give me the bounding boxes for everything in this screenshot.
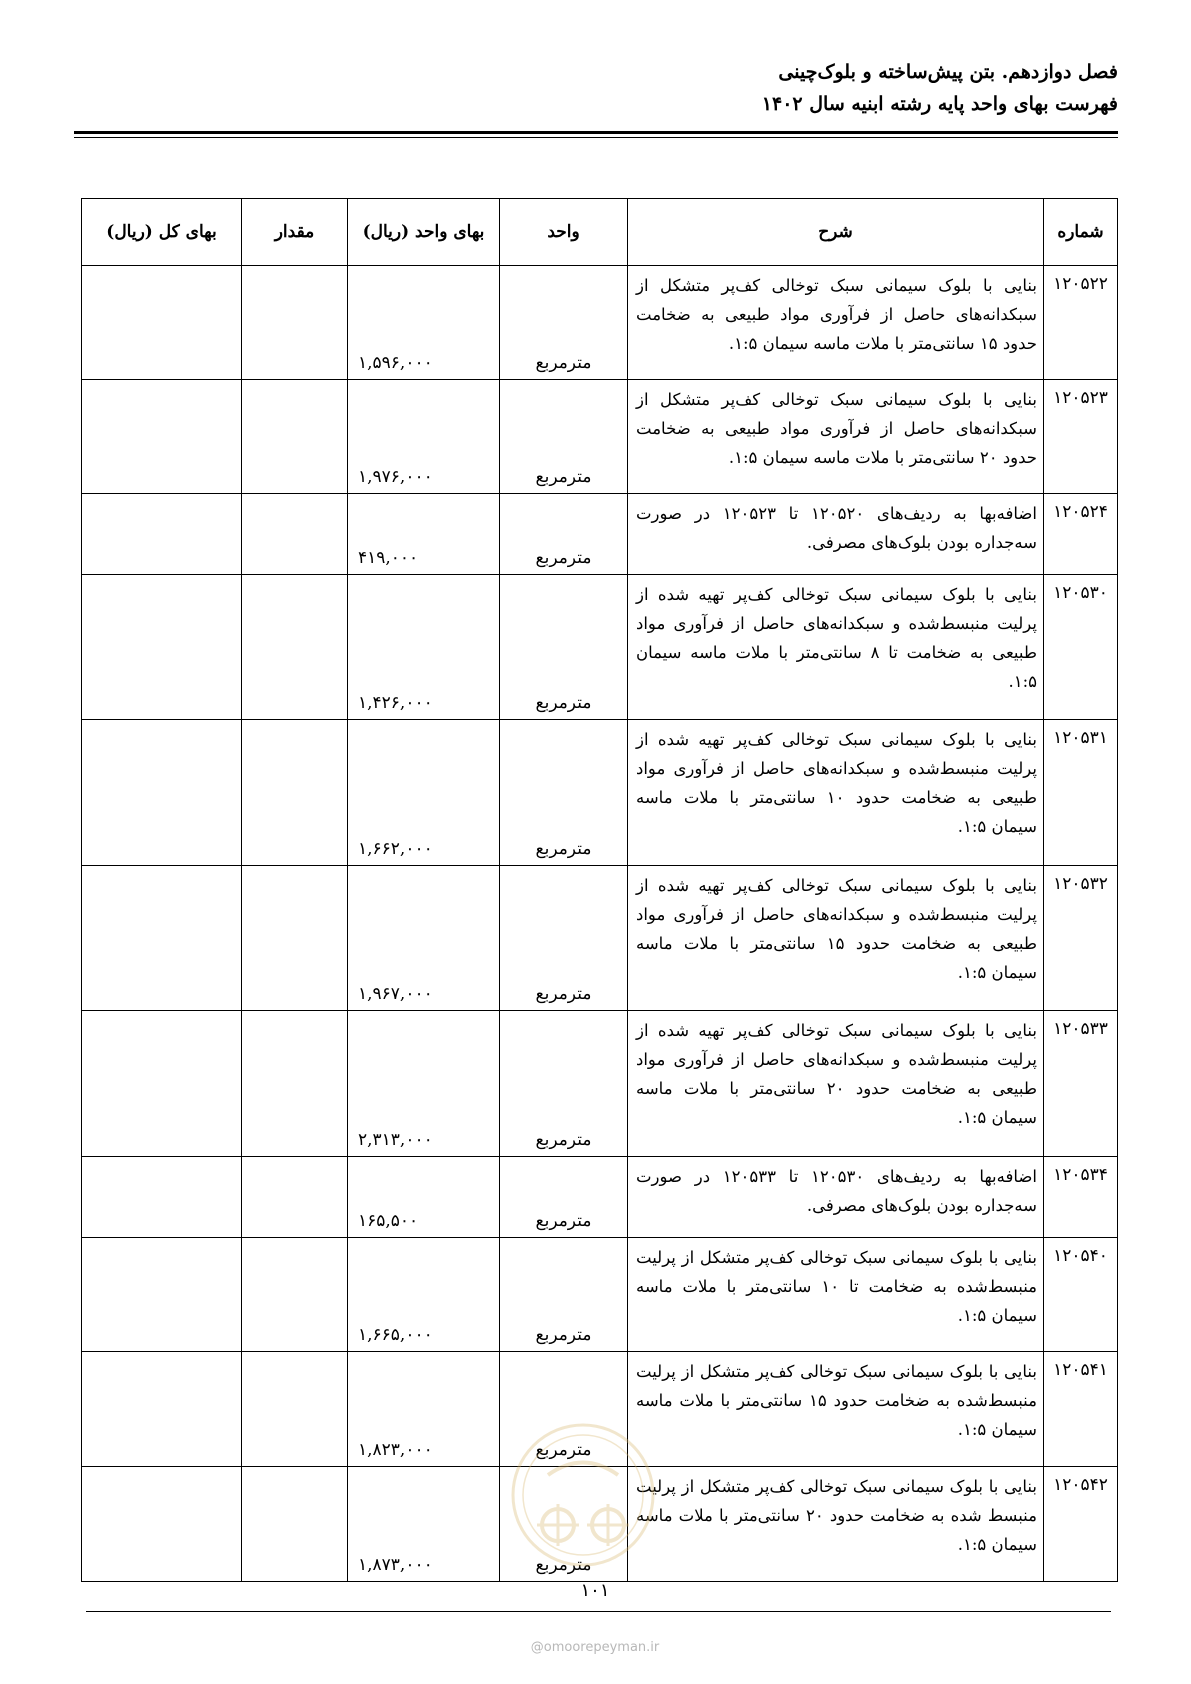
gear-seal-watermark-icon bbox=[508, 1420, 658, 1570]
item-unit-price: ۱,۶۶۲,۰۰۰ bbox=[348, 720, 500, 866]
item-description: بنایی با بلوک سیمانی سبک توخالی کف‌پر متشکل از سبکدانه‌های حاصل از فرآوری مواد طبیعی به ضخامت حدود ۱۵ سانتی‌متر با ملات ماسه سیمان ۱:۵. bbox=[628, 266, 1044, 380]
item-unit: مترمربع bbox=[500, 866, 628, 1011]
page-number: ۱۰۱ bbox=[580, 1580, 610, 1601]
footer-rule bbox=[86, 1611, 1111, 1612]
header-total: بهای کل (ریال) bbox=[82, 199, 242, 266]
item-total bbox=[82, 1011, 242, 1157]
item-unit-price: ۱,۹۷۶,۰۰۰ bbox=[348, 380, 500, 494]
header-code: شماره bbox=[1044, 199, 1118, 266]
table-row bbox=[82, 494, 1118, 575]
item-description: بنایی با بلوک سیمانی سبک توخالی کف‌پر تهیه شده از پرلیت منبسط‌شده و سبکدانه‌های حاصل از فرآوری مواد طبیعی به ضخامت حدود ۱۰ سانتی‌متر با ملات ماسه سیمان ۱:۵. bbox=[628, 720, 1044, 866]
chapter-title: فصل دوازدهم. بتن پیش‌ساخته و بلوک‌چینی bbox=[778, 61, 1118, 83]
item-total bbox=[82, 1157, 242, 1238]
item-unit: مترمربع bbox=[500, 266, 628, 380]
item-code: ۱۲۰۵۴۲ bbox=[1044, 1467, 1118, 1582]
header-unit-price: بهای واحد (ریال) bbox=[348, 199, 500, 266]
item-code: ۱۲۰۵۳۱ bbox=[1044, 720, 1118, 866]
table-header-row bbox=[82, 199, 1118, 266]
item-code: ۱۲۰۵۳۰ bbox=[1044, 575, 1118, 720]
header-rule-thin bbox=[74, 137, 1118, 138]
item-description: بنایی با بلوک سیمانی سبک توخالی کف‌پر متشکل از پرلیت منبسط‌شده به ضخامت تا ۱۰ سانتی‌متر با ملات ماسه سیمان ۱:۵. bbox=[628, 1238, 1044, 1352]
item-unit: مترمربع bbox=[500, 1352, 628, 1467]
item-description: بنایی با بلوک سیمانی سبک توخالی کف‌پر متشکل از سبکدانه‌های حاصل از فرآوری مواد طبیعی به ضخامت حدود ۲۰ سانتی‌متر با ملات ماسه سیمان ۱:۵. bbox=[628, 380, 1044, 494]
document-title: فهرست بهای واحد پایه رشته ابنیه سال ۱۴۰۲ bbox=[761, 93, 1118, 115]
item-quantity bbox=[242, 720, 348, 866]
item-quantity bbox=[242, 1157, 348, 1238]
item-description: بنایی با بلوک سیمانی سبک توخالی کف‌پر تهیه شده از پرلیت منبسط‌شده و سبکدانه‌های حاصل از فرآوری مواد طبیعی به ضخامت تا ۸ سانتی‌متر با ملات ماسه سیمان ۱:۵. bbox=[628, 575, 1044, 720]
item-total bbox=[82, 266, 242, 380]
table-row bbox=[82, 720, 1118, 866]
table-row bbox=[82, 380, 1118, 494]
item-total bbox=[82, 1352, 242, 1467]
header-description: شرح bbox=[628, 199, 1044, 266]
item-unit-price: ۱,۹۶۷,۰۰۰ bbox=[348, 866, 500, 1011]
item-description: اضافه‌بها به ردیف‌های ۱۲۰۵۳۰ تا ۱۲۰۵۳۳ در صورت سه‌جداره بودن بلوک‌های مصرفی. bbox=[628, 1157, 1044, 1238]
item-unit: مترمربع bbox=[500, 1467, 628, 1582]
item-quantity bbox=[242, 866, 348, 1011]
item-unit-price: ۱,۸۷۳,۰۰۰ bbox=[348, 1467, 500, 1582]
item-unit-price: ۱,۴۲۶,۰۰۰ bbox=[348, 575, 500, 720]
item-total bbox=[82, 1238, 242, 1352]
item-unit: مترمربع bbox=[500, 720, 628, 866]
item-code: ۱۲۰۵۲۲ bbox=[1044, 266, 1118, 380]
item-unit-price: ۱۶۵,۵۰۰ bbox=[348, 1157, 500, 1238]
header-unit: واحد bbox=[500, 199, 628, 266]
table-row bbox=[82, 575, 1118, 720]
item-quantity bbox=[242, 266, 348, 380]
item-total bbox=[82, 494, 242, 575]
item-unit: مترمربع bbox=[500, 380, 628, 494]
item-unit-price: ۲,۳۱۳,۰۰۰ bbox=[348, 1011, 500, 1157]
price-table bbox=[81, 198, 1118, 1582]
item-code: ۱۲۰۵۲۴ bbox=[1044, 494, 1118, 575]
item-code: ۱۲۰۵۳۲ bbox=[1044, 866, 1118, 1011]
item-quantity bbox=[242, 494, 348, 575]
item-unit: مترمربع bbox=[500, 1238, 628, 1352]
item-description: بنایی با بلوک سیمانی سبک توخالی کف‌پر متشکل از پرلیت منبسط‌شده به ضخامت حدود ۱۵ سانتی‌متر با ملات ماسه سیمان ۱:۵. bbox=[628, 1352, 1044, 1467]
header-quantity: مقدار bbox=[242, 199, 348, 266]
item-quantity bbox=[242, 1011, 348, 1157]
table-row bbox=[82, 266, 1118, 380]
item-quantity bbox=[242, 1238, 348, 1352]
item-unit-price: ۱,۶۶۵,۰۰۰ bbox=[348, 1238, 500, 1352]
item-total bbox=[82, 380, 242, 494]
item-unit: مترمربع bbox=[500, 575, 628, 720]
item-code: ۱۲۰۵۴۰ bbox=[1044, 1238, 1118, 1352]
item-code: ۱۲۰۵۳۴ bbox=[1044, 1157, 1118, 1238]
item-total bbox=[82, 575, 242, 720]
item-unit: مترمربع bbox=[500, 1011, 628, 1157]
item-total bbox=[82, 866, 242, 1011]
item-quantity bbox=[242, 380, 348, 494]
item-quantity bbox=[242, 575, 348, 720]
table-row bbox=[82, 1157, 1118, 1238]
item-unit-price: ۴۱۹,۰۰۰ bbox=[348, 494, 500, 575]
item-unit: مترمربع bbox=[500, 1157, 628, 1238]
item-unit-price: ۱,۸۲۳,۰۰۰ bbox=[348, 1352, 500, 1467]
item-unit-price: ۱,۵۹۶,۰۰۰ bbox=[348, 266, 500, 380]
table-row bbox=[82, 1011, 1118, 1157]
header-rule-thick bbox=[74, 131, 1118, 134]
item-total bbox=[82, 720, 242, 866]
item-description: بنایی با بلوک سیمانی سبک توخالی کف‌پر تهیه شده از پرلیت منبسط‌شده و سبکدانه‌های حاصل از فرآوری مواد طبیعی به ضخامت حدود ۱۵ سانتی‌متر با ملات ماسه سیمان ۱:۵. bbox=[628, 866, 1044, 1011]
item-unit: مترمربع bbox=[500, 494, 628, 575]
item-description: اضافه‌بها به ردیف‌های ۱۲۰۵۲۰ تا ۱۲۰۵۲۳ در صورت سه‌جداره بودن بلوک‌های مصرفی. bbox=[628, 494, 1044, 575]
item-description: بنایی با بلوک سیمانی سبک توخالی کف‌پر متشکل از پرلیت منبسط شده به ضخامت حدود ۲۰ سانتی‌متر با ملات ماسه سیمان ۱:۵. bbox=[628, 1467, 1044, 1582]
website-credit: @omoorepeyman.ir bbox=[530, 1640, 660, 1655]
table-row bbox=[82, 866, 1118, 1011]
table-row bbox=[82, 1238, 1118, 1352]
item-quantity bbox=[242, 1467, 348, 1582]
item-total bbox=[82, 1467, 242, 1582]
page-header bbox=[78, 56, 1118, 120]
item-description: بنایی با بلوک سیمانی سبک توخالی کف‌پر تهیه شده از پرلیت منبسط‌شده و سبکدانه‌های حاصل از فرآوری مواد طبیعی به ضخامت حدود ۲۰ سانتی‌متر با ملات ماسه سیمان ۱:۵. bbox=[628, 1011, 1044, 1157]
item-code: ۱۲۰۵۴۱ bbox=[1044, 1352, 1118, 1467]
item-code: ۱۲۰۵۳۳ bbox=[1044, 1011, 1118, 1157]
item-code: ۱۲۰۵۲۳ bbox=[1044, 380, 1118, 494]
item-quantity bbox=[242, 1352, 348, 1467]
